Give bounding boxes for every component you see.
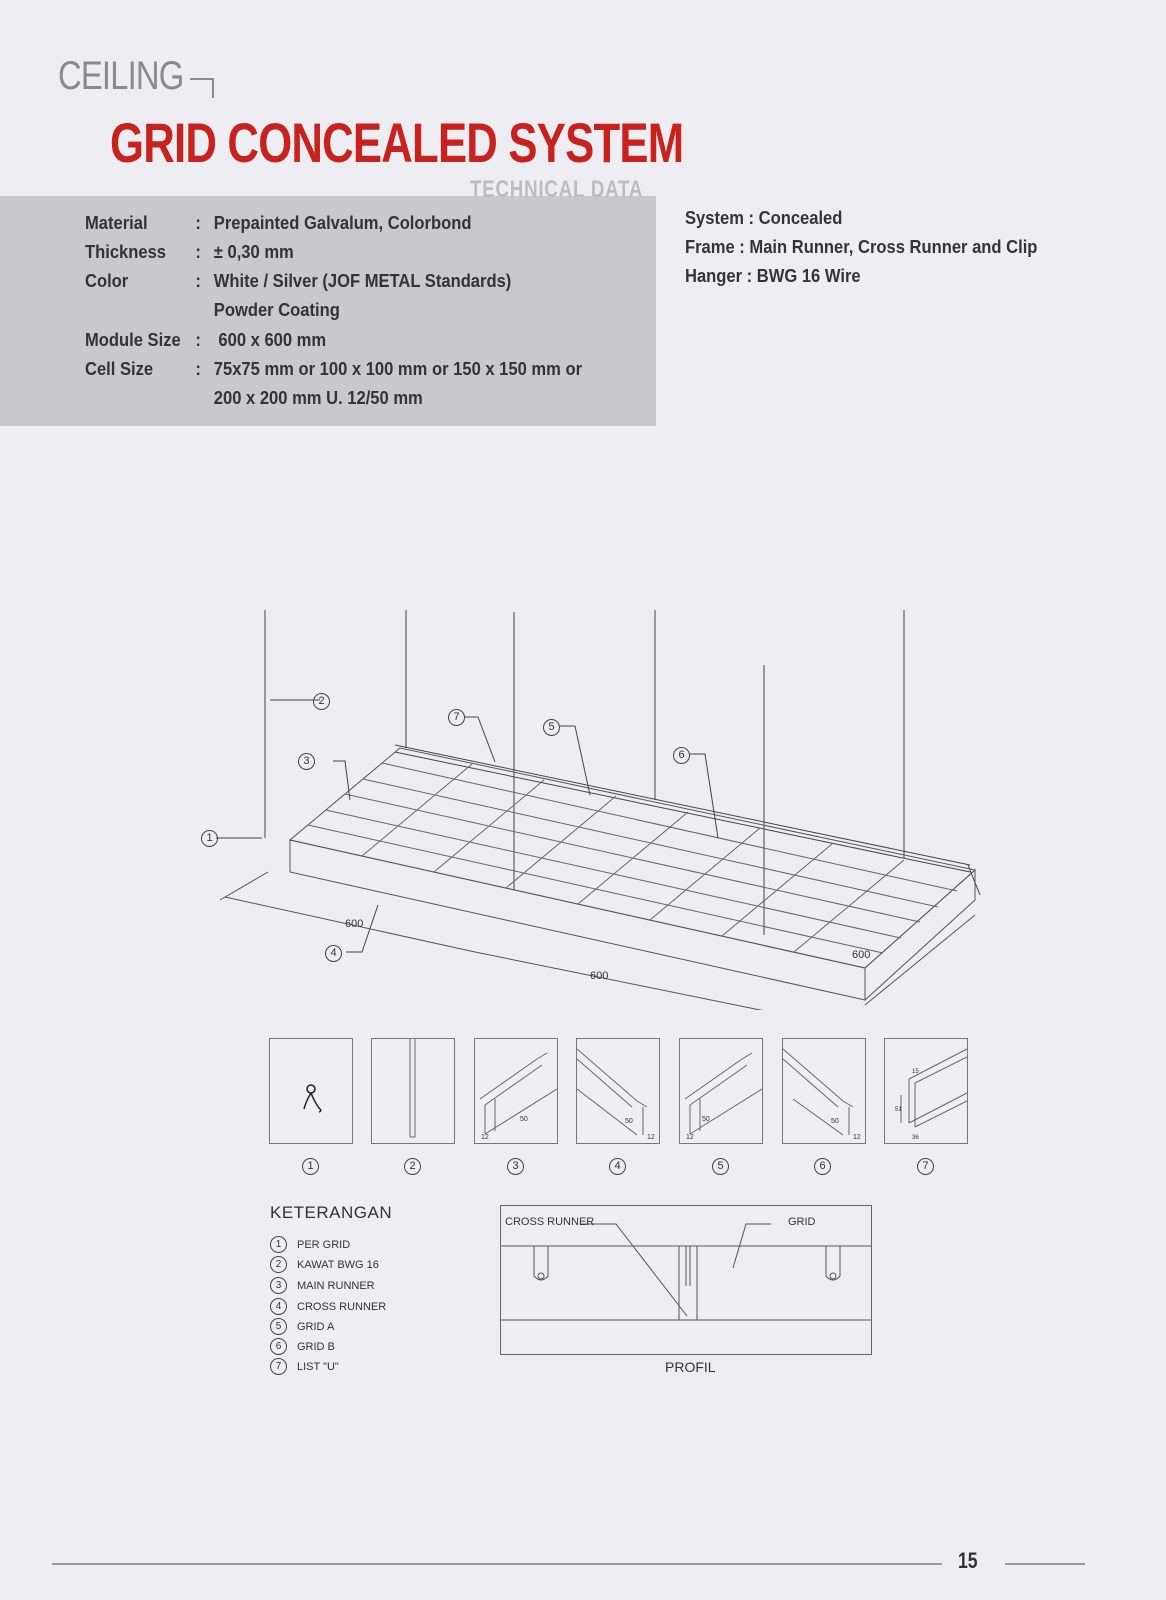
grid-b-icon <box>783 1039 865 1143</box>
legend-item: 2 KAWAT BWG 16 <box>270 1256 379 1273</box>
component-cross-runner <box>576 1038 660 1144</box>
spec-row: Cell Size : 75x75 mm or 100 x 100 mm or 150 x 150 mm or <box>85 359 583 379</box>
callout-2: 2 <box>313 693 330 710</box>
footer-rule <box>52 1563 942 1565</box>
component-list-u <box>884 1038 968 1144</box>
callout-5: 5 <box>543 719 560 736</box>
profile-label-grid: GRID <box>788 1216 816 1228</box>
hanger-spec: Hanger : BWG 16 Wire <box>685 266 861 286</box>
svg-text:12: 12 <box>686 1134 694 1141</box>
svg-text:50: 50 <box>520 1116 528 1123</box>
profile-caption: PROFIL <box>665 1359 716 1375</box>
component-number: 1 <box>302 1158 319 1175</box>
spec-row: Material : Prepainted Galvalum, Colorbond <box>85 213 472 233</box>
callout-3: 3 <box>298 753 315 770</box>
component-number: 4 <box>609 1158 626 1175</box>
frame-spec: Frame : Main Runner, Cross Runner and Clip <box>685 237 1038 257</box>
legend-item: 5 GRID A <box>270 1318 334 1335</box>
spec-row: 200 x 200 mm U. 12/50 mm <box>213 388 423 408</box>
grid-a-icon <box>680 1039 762 1143</box>
spec-row: Color : White / Silver (JOF METAL Standards) <box>85 271 512 291</box>
component-number: 2 <box>404 1158 421 1175</box>
component-grid-b <box>782 1038 866 1144</box>
callout-4: 4 <box>325 945 342 962</box>
component-per-grid <box>269 1038 353 1144</box>
component-number: 6 <box>814 1158 831 1175</box>
wire-icon <box>372 1039 454 1143</box>
svg-text:600: 600 <box>345 918 364 930</box>
footer-rule-right <box>1005 1563 1085 1565</box>
legend-item: 4 CROSS RUNNER <box>270 1298 386 1315</box>
system-spec: System : Concealed <box>685 208 843 228</box>
spec-row: Powder Coating <box>213 300 340 320</box>
category-label: CEILING <box>58 54 184 98</box>
svg-text:36: 36 <box>912 1135 919 1141</box>
page-title: GRID CONCEALED SYSTEM <box>110 111 684 174</box>
main-runner-icon <box>475 1039 557 1143</box>
legend-item: 7 LIST "U" <box>270 1358 339 1375</box>
profile-label-cross-runner: CROSS RUNNER <box>505 1216 595 1228</box>
cross-runner-icon <box>577 1039 659 1143</box>
legend-item: 3 MAIN RUNNER <box>270 1277 375 1294</box>
per-grid-icon <box>270 1039 352 1143</box>
profile-drawing <box>501 1206 871 1354</box>
svg-text:51: 51 <box>895 1107 902 1113</box>
svg-text:50: 50 <box>702 1116 710 1123</box>
spec-row: Thickness : ± 0,30 mm <box>85 242 294 262</box>
section-label: TECHNICAL DATA <box>470 176 644 203</box>
component-grid-a <box>679 1038 763 1144</box>
svg-text:50: 50 <box>625 1118 633 1125</box>
legend-item: 1 PER GRID <box>270 1236 350 1253</box>
page-number: 15 <box>958 1548 978 1573</box>
component-number: 5 <box>712 1158 729 1175</box>
spec-row: Module Size : 600 x 600 mm <box>85 330 327 350</box>
component-main-runner <box>474 1038 558 1144</box>
svg-text:600: 600 <box>852 949 871 961</box>
component-number: 3 <box>507 1158 524 1175</box>
legend-title: KETERANGAN <box>270 1203 393 1222</box>
callout-6: 6 <box>673 747 690 764</box>
svg-text:600: 600 <box>590 970 609 982</box>
list-u-icon <box>885 1039 967 1143</box>
svg-text:50: 50 <box>831 1118 839 1125</box>
component-number: 7 <box>917 1158 934 1175</box>
component-wire <box>371 1038 455 1144</box>
callout-7: 7 <box>448 709 465 726</box>
svg-text:12: 12 <box>481 1134 489 1141</box>
legend-item: 6 GRID B <box>270 1338 335 1355</box>
callout-1: 1 <box>201 830 218 847</box>
profile-diagram <box>500 1205 872 1355</box>
svg-text:12: 12 <box>853 1134 861 1141</box>
svg-text:12: 12 <box>647 1134 655 1141</box>
svg-text:15: 15 <box>912 1069 919 1075</box>
